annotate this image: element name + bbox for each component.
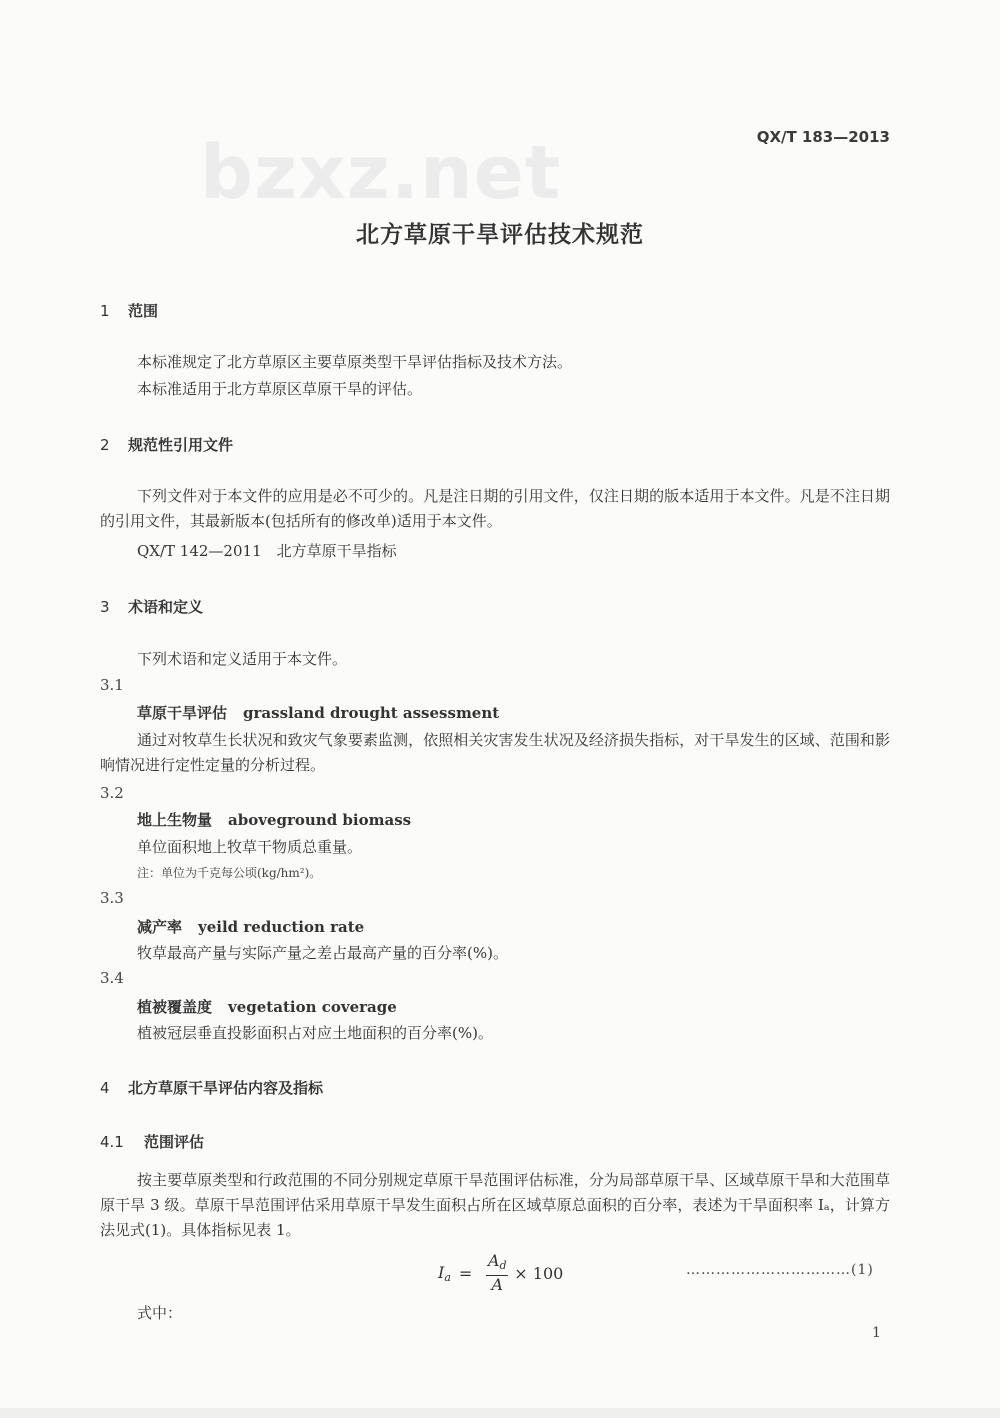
clause-number: 3.2 (100, 784, 124, 802)
section-number: 4 (100, 1079, 110, 1097)
section-3-intro: 下列术语和定义适用于本文件。 (137, 650, 348, 668)
section-4-1-heading (100, 1131, 204, 1152)
term-chinese: 植被覆盖度 (137, 998, 213, 1016)
section-1-paragraph-2: 本标准适用于北方草原区草原干旱的评估。 (137, 380, 423, 398)
formula-numerator-symbol: A (487, 1251, 500, 1270)
term-entry (137, 996, 397, 1017)
term-chinese: 减产率 (137, 918, 183, 936)
formula-multiplier: × 100 (514, 1263, 564, 1283)
section-title: 范围评估 (144, 1133, 205, 1151)
section-1-heading (100, 300, 158, 321)
standard-code: QX/T 183—2013 (756, 128, 890, 146)
section-3-heading (100, 596, 203, 617)
where-label: 式中： (137, 1304, 183, 1322)
page-number: 1 (872, 1325, 881, 1341)
section-title: 规范性引用文件 (128, 436, 234, 454)
term-note: 注：单位为千克每公顷(kg/hm²)。 (137, 866, 322, 880)
section-4-1-paragraph: 按主要草原类型和行政范围的不同分别规定草原干旱范围评估标准，分为局部草原干旱、区域草原干旱和大范围草原干旱 3 级。草原干旱范围评估采用草原干旱发生面积占所在区域草原总面积的百分率，表述为干旱面积率 Iₐ，计算方法见式(1)。具体指标见表 1。 (100, 1171, 890, 1239)
term-definition: 植被冠层垂直投影面积占对应土地面积的百分率(%)。 (137, 1024, 493, 1042)
clause-number: 3.1 (100, 676, 124, 694)
term-entry (137, 809, 411, 830)
equation-reference: ……………………………(1) (686, 1262, 874, 1278)
term-english: aboveground biomass (228, 811, 412, 829)
term-chinese: 地上生物量 (137, 811, 213, 829)
formula-1 (438, 1252, 563, 1294)
term-english: grassland drought assessment (243, 704, 500, 722)
term-english: yeild reduction rate (198, 918, 365, 936)
term-entry (137, 916, 364, 937)
section-2-paragraph: 下列文件对于本文件的应用是必不可少的。凡是注日期的引用文件，仅注日期的版本适用于本文件。凡是不注日期的引用文件，其最新版本(包括所有的修改单)适用于本文件。 (100, 487, 890, 530)
section-2-heading (100, 434, 233, 455)
term-english: vegetation coverage (228, 998, 397, 1016)
section-title: 北方草原干旱评估内容及指标 (128, 1079, 324, 1097)
section-1-paragraph-1: 本标准规定了北方草原区主要草原类型干旱评估指标及技术方法。 (137, 353, 573, 371)
clause-number: 3.3 (100, 889, 124, 907)
formula-numerator (488, 1252, 507, 1275)
document-title: 北方草原干旱评估技术规范 (356, 222, 644, 248)
term-definition: 通过对牧草生长状况和致灾气象要素监测，依照相关灾害发生状况及经济损失指标，对干旱发生的区域、范围和影响情况进行定性定量的分析过程。 (100, 731, 890, 774)
clause-number: 3.4 (100, 969, 124, 987)
formula-fraction (486, 1252, 508, 1294)
page-bottom-edge (0, 1408, 1000, 1418)
term-entry (137, 702, 499, 723)
watermark: bzxz.net (200, 130, 562, 216)
section-number: 3 (100, 598, 110, 616)
formula-denominator: A (491, 1275, 504, 1294)
formula-lhs-symbol: I (438, 1262, 445, 1282)
section-number: 1 (100, 302, 110, 320)
formula-numerator-subscript: d (499, 1259, 507, 1272)
section-number: 4.1 (100, 1133, 124, 1151)
term-definition: 单位面积地上牧草干物质总重量。 (137, 838, 363, 856)
section-4-heading (100, 1077, 323, 1098)
formula-lhs-subscript: a (444, 1270, 451, 1284)
term-chinese: 草原干旱评估 (137, 704, 228, 722)
term-definition: 牧草最高产量与实际产量之差占最高产量的百分率(%)。 (137, 944, 508, 962)
formula-equals: = (458, 1263, 473, 1283)
section-title: 术语和定义 (128, 598, 204, 616)
section-number: 2 (100, 436, 110, 454)
formula-lhs (438, 1263, 451, 1284)
normative-reference: QX/T 142—2011 北方草原干旱指标 (137, 542, 397, 560)
section-title: 范围 (128, 302, 159, 320)
